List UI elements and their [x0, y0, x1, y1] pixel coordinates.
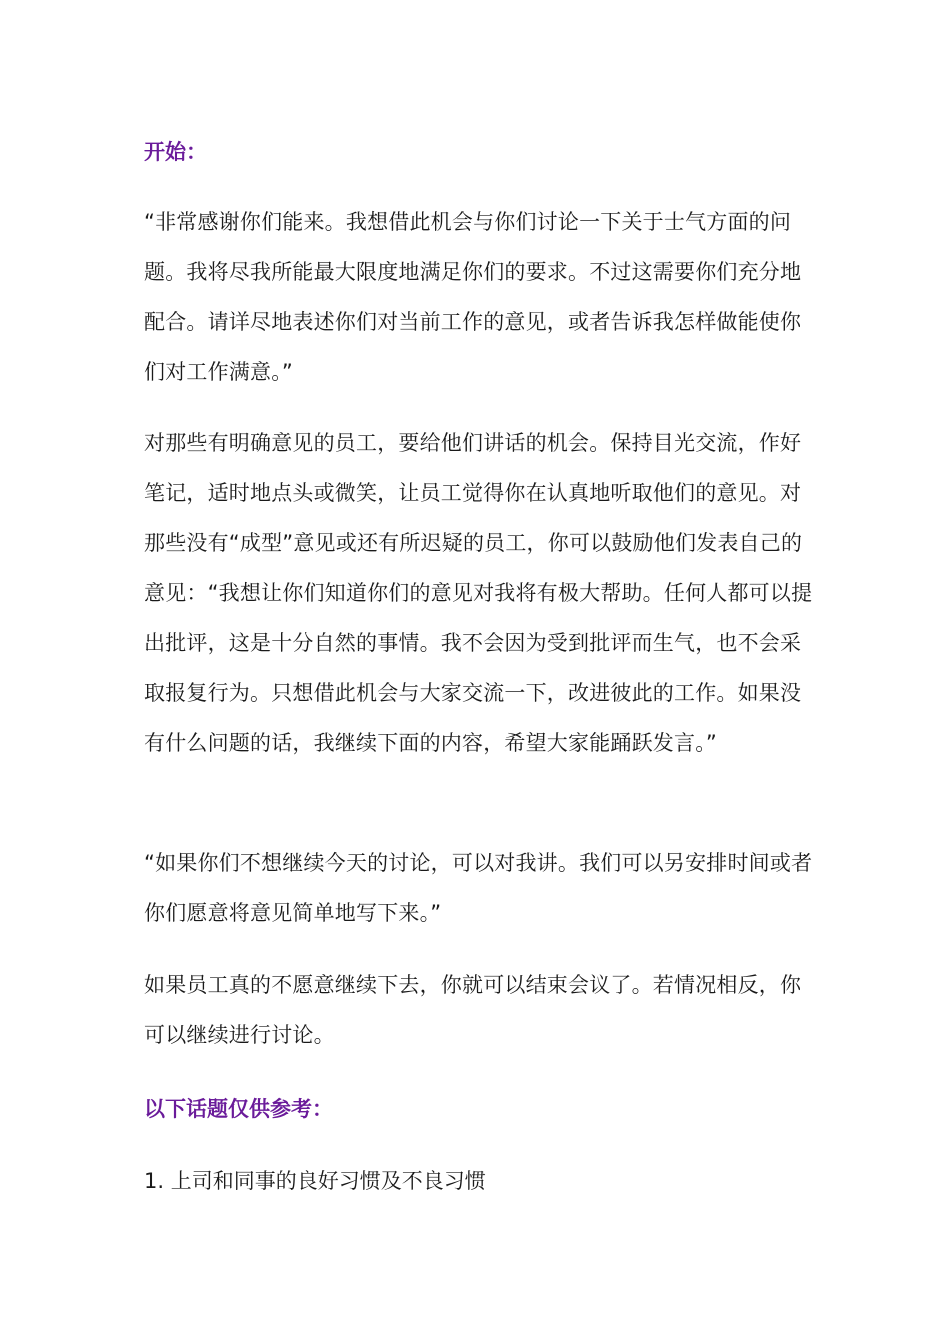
- paragraph-end-or-continue: 如果员工真的不愿意继续下去，你就可以结束会议了。若情况相反，你可以继续进行讨论。: [144, 973, 802, 1047]
- section-heading-start: 开始：: [144, 140, 207, 164]
- paragraph-encourage-employees: 对那些有明确意见的员工，要给他们讲话的机会。保持目光交流，作好笔记，适时地点头或微笑，让员工觉得你在认真地听取他们的意见。对那些没有“成型”意见或还有所迟疑的员工，你可以鼓励他们发表自己的意见：“我想让你们知道你们的意见对我将有极大帮助。任何人都可以提出批评，这是十分自然的事情。我不会因为受到批评而生气，也不会采取报复行为。只想借此机会与大家交流一下，改进彼此的工作。如果没有什么问题的话，我继续下面的内容，希望大家能踊跃发言。”: [144, 431, 813, 755]
- list-item: 1. 上司和同事的良好习惯及不良习惯: [144, 1169, 486, 1193]
- section-heading-topics: 以下话题仅供参考：: [144, 1097, 333, 1121]
- paragraph-reschedule-quote: “如果你们不想继续今天的讨论，可以对我讲。我们可以另安排时间或者你们愿意将意见简单地写下来。”: [144, 851, 813, 925]
- paragraph-opening-quote: “非常感谢你们能来。我想借此机会与你们讨论一下关于士气方面的问题。我将尽我所能最大限度地满足你们的要求。不过这需要你们充分地配合。请详尽地表述你们对当前工作的意见，或者告诉我怎样做能使你们对工作满意。”: [144, 210, 802, 384]
